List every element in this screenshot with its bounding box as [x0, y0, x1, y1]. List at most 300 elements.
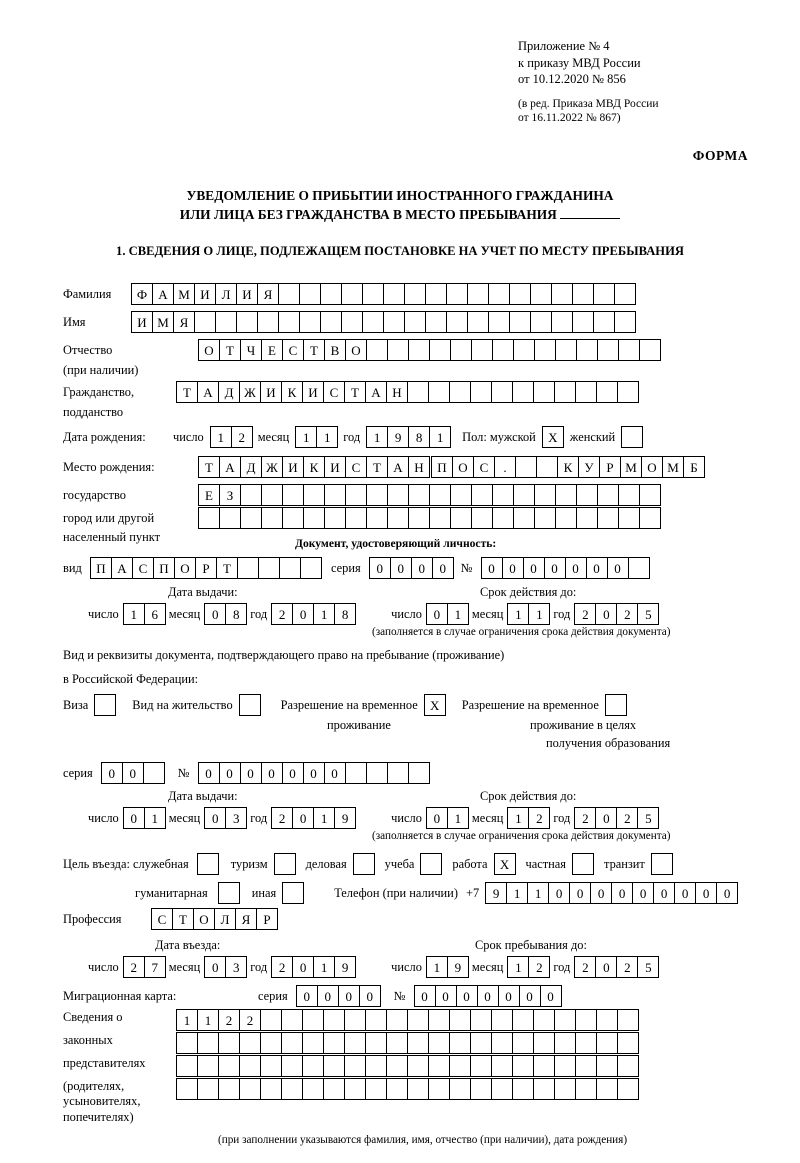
char-cell[interactable] [344, 1009, 366, 1031]
char-cell[interactable]: 1 [426, 956, 448, 978]
char-cell[interactable] [278, 283, 300, 305]
char-cell[interactable]: 0 [519, 985, 541, 1007]
char-cell[interactable] [260, 1032, 282, 1054]
issue-year-input[interactable] [271, 603, 355, 625]
patronymic-input[interactable] [198, 339, 660, 361]
char-cell[interactable] [428, 381, 450, 403]
valid-year-input[interactable] [574, 603, 658, 625]
char-cell[interactable]: 0 [240, 762, 262, 784]
char-cell[interactable]: Т [219, 339, 241, 361]
char-cell[interactable] [345, 507, 367, 529]
char-cell[interactable]: 2 [218, 1009, 240, 1031]
char-cell[interactable] [320, 283, 342, 305]
char-cell[interactable] [576, 339, 598, 361]
char-cell[interactable] [575, 1009, 597, 1031]
char-cell[interactable]: 0 [123, 807, 145, 829]
citizenship-input[interactable] [176, 381, 638, 403]
char-cell[interactable]: 0 [296, 985, 318, 1007]
char-cell[interactable] [491, 1009, 513, 1031]
char-cell[interactable] [219, 507, 241, 529]
char-cell[interactable]: 2 [528, 807, 550, 829]
birth-day-input[interactable] [210, 426, 252, 448]
char-cell[interactable]: И [302, 381, 324, 403]
char-cell[interactable]: 2 [123, 956, 145, 978]
char-cell[interactable] [258, 557, 280, 579]
char-cell[interactable]: 0 [653, 882, 675, 904]
char-cell[interactable] [408, 762, 430, 784]
doc-kind-input[interactable] [90, 557, 321, 579]
char-cell[interactable] [341, 283, 363, 305]
char-cell[interactable]: 1 [210, 426, 232, 448]
char-cell[interactable]: 9 [334, 956, 356, 978]
char-cell[interactable]: 0 [282, 762, 304, 784]
char-cell[interactable]: 8 [408, 426, 430, 448]
legal-rep-input-2[interactable] [176, 1032, 638, 1054]
char-cell[interactable]: 2 [574, 807, 596, 829]
char-cell[interactable] [218, 882, 240, 904]
char-cell[interactable]: С [323, 381, 345, 403]
char-cell[interactable] [240, 507, 262, 529]
char-cell[interactable]: Р [195, 557, 217, 579]
char-cell[interactable]: 0 [611, 882, 633, 904]
stay-series-input[interactable] [101, 762, 164, 784]
char-cell[interactable]: 0 [544, 557, 566, 579]
char-cell[interactable] [387, 339, 409, 361]
char-cell[interactable] [300, 557, 322, 579]
stay-valid-month-input[interactable] [507, 807, 549, 829]
char-cell[interactable] [281, 1032, 303, 1054]
char-cell[interactable] [596, 1032, 618, 1054]
char-cell[interactable] [408, 339, 430, 361]
char-cell[interactable] [383, 311, 405, 333]
char-cell[interactable]: Е [261, 339, 283, 361]
char-cell[interactable] [387, 484, 409, 506]
char-cell[interactable]: И [324, 456, 346, 478]
char-cell[interactable] [281, 1055, 303, 1077]
char-cell[interactable]: 1 [313, 603, 335, 625]
char-cell[interactable] [281, 1009, 303, 1031]
char-cell[interactable] [533, 1032, 555, 1054]
char-cell[interactable]: Ф [131, 283, 153, 305]
char-cell[interactable]: О [641, 456, 663, 478]
char-cell[interactable] [605, 694, 627, 716]
edu-residence-checkbox[interactable] [605, 694, 627, 716]
char-cell[interactable] [450, 507, 472, 529]
char-cell[interactable] [323, 1032, 345, 1054]
char-cell[interactable]: 0 [426, 603, 448, 625]
char-cell[interactable]: А [111, 557, 133, 579]
char-cell[interactable]: 0 [426, 807, 448, 829]
char-cell[interactable]: 1 [176, 1009, 198, 1031]
stay-number-input[interactable] [198, 762, 429, 784]
char-cell[interactable] [236, 311, 258, 333]
char-cell[interactable] [534, 507, 556, 529]
entry-year-input[interactable] [271, 956, 355, 978]
char-cell[interactable] [324, 507, 346, 529]
char-cell[interactable]: 0 [219, 762, 241, 784]
char-cell[interactable] [362, 283, 384, 305]
mc-number-input[interactable] [414, 985, 561, 1007]
char-cell[interactable]: X [542, 426, 564, 448]
char-cell[interactable] [488, 311, 510, 333]
char-cell[interactable]: 2 [574, 603, 596, 625]
char-cell[interactable]: Е [198, 484, 220, 506]
char-cell[interactable]: 0 [414, 985, 436, 1007]
char-cell[interactable]: С [151, 908, 173, 930]
char-cell[interactable] [551, 311, 573, 333]
char-cell[interactable] [628, 557, 650, 579]
char-cell[interactable] [596, 1078, 618, 1100]
char-cell[interactable] [617, 1032, 639, 1054]
char-cell[interactable]: 1 [447, 807, 469, 829]
char-cell[interactable]: 0 [204, 956, 226, 978]
char-cell[interactable]: X [424, 694, 446, 716]
char-cell[interactable] [257, 311, 279, 333]
char-cell[interactable] [344, 1055, 366, 1077]
char-cell[interactable]: 0 [204, 603, 226, 625]
char-cell[interactable]: 2 [616, 956, 638, 978]
char-cell[interactable] [446, 311, 468, 333]
entry-day-input[interactable] [123, 956, 165, 978]
char-cell[interactable] [449, 1055, 471, 1077]
char-cell[interactable] [555, 339, 577, 361]
char-cell[interactable] [303, 507, 325, 529]
char-cell[interactable] [554, 1078, 576, 1100]
char-cell[interactable]: 0 [716, 882, 738, 904]
char-cell[interactable] [302, 1055, 324, 1077]
char-cell[interactable] [555, 484, 577, 506]
char-cell[interactable] [320, 311, 342, 333]
residence-permit-checkbox[interactable] [239, 694, 261, 716]
temp-residence-checkbox[interactable] [424, 694, 446, 716]
char-cell[interactable] [365, 1078, 387, 1100]
char-cell[interactable] [365, 1009, 387, 1031]
char-cell[interactable] [554, 381, 576, 403]
char-cell[interactable] [302, 1032, 324, 1054]
char-cell[interactable]: У [578, 456, 600, 478]
char-cell[interactable] [345, 762, 367, 784]
char-cell[interactable] [345, 484, 367, 506]
char-cell[interactable] [428, 1032, 450, 1054]
char-cell[interactable]: 0 [477, 985, 499, 1007]
char-cell[interactable] [512, 1009, 534, 1031]
char-cell[interactable] [617, 1078, 639, 1100]
char-cell[interactable]: О [452, 456, 474, 478]
char-cell[interactable]: П [90, 557, 112, 579]
char-cell[interactable] [512, 381, 534, 403]
char-cell[interactable] [471, 484, 493, 506]
char-cell[interactable]: К [303, 456, 325, 478]
char-cell[interactable]: К [557, 456, 579, 478]
char-cell[interactable]: 0 [595, 807, 617, 829]
birth-city-input-line1[interactable] [431, 456, 704, 478]
char-cell[interactable] [407, 381, 429, 403]
char-cell[interactable]: 0 [523, 557, 545, 579]
char-cell[interactable] [239, 694, 261, 716]
char-cell[interactable]: 0 [695, 882, 717, 904]
char-cell[interactable] [197, 1055, 219, 1077]
char-cell[interactable] [449, 1032, 471, 1054]
char-cell[interactable]: Л [214, 908, 236, 930]
char-cell[interactable]: 0 [502, 557, 524, 579]
char-cell[interactable]: X [494, 853, 516, 875]
char-cell[interactable]: 1 [527, 882, 549, 904]
char-cell[interactable]: 7 [144, 956, 166, 978]
char-cell[interactable] [408, 507, 430, 529]
char-cell[interactable] [240, 484, 262, 506]
char-cell[interactable]: 1 [447, 603, 469, 625]
stay-end-month-input[interactable] [507, 956, 549, 978]
char-cell[interactable] [597, 507, 619, 529]
char-cell[interactable] [407, 1055, 429, 1077]
char-cell[interactable]: 1 [313, 956, 335, 978]
char-cell[interactable] [554, 1032, 576, 1054]
char-cell[interactable] [450, 484, 472, 506]
char-cell[interactable] [492, 507, 514, 529]
char-cell[interactable]: 0 [674, 882, 696, 904]
char-cell[interactable] [614, 311, 636, 333]
char-cell[interactable]: К [281, 381, 303, 403]
char-cell[interactable]: 2 [574, 956, 596, 978]
char-cell[interactable] [366, 339, 388, 361]
char-cell[interactable] [176, 1032, 198, 1054]
char-cell[interactable]: 0 [632, 882, 654, 904]
char-cell[interactable] [576, 484, 598, 506]
char-cell[interactable] [572, 853, 594, 875]
char-cell[interactable]: М [620, 456, 642, 478]
char-cell[interactable]: 1 [197, 1009, 219, 1031]
char-cell[interactable]: И [236, 283, 258, 305]
char-cell[interactable]: . [494, 456, 516, 478]
char-cell[interactable]: М [662, 456, 684, 478]
char-cell[interactable] [639, 507, 661, 529]
char-cell[interactable]: 1 [123, 603, 145, 625]
char-cell[interactable]: Д [240, 456, 262, 478]
char-cell[interactable] [386, 1009, 408, 1031]
legal-rep-input-4[interactable] [176, 1078, 638, 1100]
char-cell[interactable] [618, 484, 640, 506]
char-cell[interactable] [555, 507, 577, 529]
char-cell[interactable]: 0 [369, 557, 391, 579]
char-cell[interactable] [618, 339, 640, 361]
char-cell[interactable]: 1 [295, 426, 317, 448]
char-cell[interactable] [260, 1009, 282, 1031]
purpose-service-checkbox[interactable] [197, 853, 219, 875]
char-cell[interactable]: 8 [334, 603, 356, 625]
char-cell[interactable] [509, 311, 531, 333]
char-cell[interactable] [299, 283, 321, 305]
char-cell[interactable] [596, 1055, 618, 1077]
char-cell[interactable]: Л [215, 283, 237, 305]
char-cell[interactable] [639, 339, 661, 361]
char-cell[interactable]: 0 [303, 762, 325, 784]
char-cell[interactable] [344, 1078, 366, 1100]
char-cell[interactable] [593, 311, 615, 333]
char-cell[interactable] [428, 1009, 450, 1031]
char-cell[interactable] [261, 484, 283, 506]
char-cell[interactable] [534, 339, 556, 361]
char-cell[interactable] [621, 426, 643, 448]
char-cell[interactable]: 3 [225, 956, 247, 978]
char-cell[interactable] [278, 311, 300, 333]
char-cell[interactable]: 1 [316, 426, 338, 448]
char-cell[interactable] [449, 1009, 471, 1031]
char-cell[interactable] [491, 1032, 513, 1054]
char-cell[interactable] [239, 1055, 261, 1077]
char-cell[interactable] [404, 283, 426, 305]
purpose-transit-checkbox[interactable] [651, 853, 673, 875]
stay-valid-day-input[interactable] [426, 807, 468, 829]
char-cell[interactable] [366, 762, 388, 784]
char-cell[interactable] [274, 853, 296, 875]
doc-series-input[interactable] [369, 557, 453, 579]
purpose-private-checkbox[interactable] [572, 853, 594, 875]
char-cell[interactable]: С [282, 339, 304, 361]
char-cell[interactable]: 9 [485, 882, 507, 904]
entry-month-input[interactable] [204, 956, 246, 978]
char-cell[interactable]: 6 [144, 603, 166, 625]
char-cell[interactable] [492, 339, 514, 361]
char-cell[interactable]: 0 [540, 985, 562, 1007]
char-cell[interactable]: Н [408, 456, 430, 478]
char-cell[interactable] [492, 484, 514, 506]
char-cell[interactable]: 2 [239, 1009, 261, 1031]
char-cell[interactable]: 0 [590, 882, 612, 904]
char-cell[interactable] [408, 484, 430, 506]
char-cell[interactable]: Ж [239, 381, 261, 403]
char-cell[interactable] [353, 853, 375, 875]
doc-number-input[interactable] [481, 557, 649, 579]
char-cell[interactable]: А [387, 456, 409, 478]
char-cell[interactable]: Р [599, 456, 621, 478]
char-cell[interactable]: 0 [204, 807, 226, 829]
birth-city-input-line2[interactable] [198, 484, 660, 506]
char-cell[interactable] [197, 853, 219, 875]
char-cell[interactable] [617, 1009, 639, 1031]
char-cell[interactable] [533, 1055, 555, 1077]
char-cell[interactable] [533, 1078, 555, 1100]
char-cell[interactable] [198, 507, 220, 529]
char-cell[interactable]: Т [216, 557, 238, 579]
char-cell[interactable] [575, 1078, 597, 1100]
char-cell[interactable] [279, 557, 301, 579]
char-cell[interactable] [449, 1078, 471, 1100]
char-cell[interactable]: Т [176, 381, 198, 403]
char-cell[interactable] [470, 381, 492, 403]
char-cell[interactable]: О [174, 557, 196, 579]
char-cell[interactable] [420, 853, 442, 875]
char-cell[interactable] [533, 1009, 555, 1031]
char-cell[interactable] [596, 381, 618, 403]
char-cell[interactable]: 0 [607, 557, 629, 579]
char-cell[interactable] [554, 1055, 576, 1077]
char-cell[interactable]: М [152, 311, 174, 333]
char-cell[interactable] [617, 381, 639, 403]
name-input[interactable] [131, 311, 635, 333]
char-cell[interactable]: 0 [292, 956, 314, 978]
char-cell[interactable]: 0 [595, 956, 617, 978]
char-cell[interactable] [471, 507, 493, 529]
char-cell[interactable] [344, 1032, 366, 1054]
purpose-tourism-checkbox[interactable] [274, 853, 296, 875]
char-cell[interactable]: З [219, 484, 241, 506]
char-cell[interactable] [176, 1078, 198, 1100]
char-cell[interactable]: Я [257, 283, 279, 305]
char-cell[interactable] [302, 1078, 324, 1100]
char-cell[interactable] [618, 507, 640, 529]
char-cell[interactable]: 0 [411, 557, 433, 579]
char-cell[interactable]: 2 [528, 956, 550, 978]
char-cell[interactable] [513, 484, 535, 506]
char-cell[interactable]: О [345, 339, 367, 361]
char-cell[interactable] [261, 507, 283, 529]
char-cell[interactable] [651, 853, 673, 875]
char-cell[interactable]: 1 [366, 426, 388, 448]
char-cell[interactable] [341, 311, 363, 333]
char-cell[interactable] [572, 283, 594, 305]
char-cell[interactable]: 0 [569, 882, 591, 904]
char-cell[interactable] [639, 484, 661, 506]
char-cell[interactable] [94, 694, 116, 716]
char-cell[interactable]: И [131, 311, 153, 333]
char-cell[interactable] [536, 456, 558, 478]
surname-input[interactable] [131, 283, 635, 305]
char-cell[interactable] [387, 507, 409, 529]
char-cell[interactable]: 1 [313, 807, 335, 829]
char-cell[interactable] [512, 1078, 534, 1100]
mc-series-input[interactable] [296, 985, 380, 1007]
char-cell[interactable] [491, 1055, 513, 1077]
char-cell[interactable]: 2 [271, 603, 293, 625]
char-cell[interactable] [366, 507, 388, 529]
char-cell[interactable]: Т [366, 456, 388, 478]
char-cell[interactable] [176, 1055, 198, 1077]
char-cell[interactable] [282, 484, 304, 506]
char-cell[interactable]: 0 [498, 985, 520, 1007]
birth-year-input[interactable] [366, 426, 450, 448]
char-cell[interactable]: 3 [225, 807, 247, 829]
char-cell[interactable]: 5 [637, 603, 659, 625]
char-cell[interactable] [575, 1055, 597, 1077]
char-cell[interactable]: Т [172, 908, 194, 930]
char-cell[interactable]: Т [303, 339, 325, 361]
char-cell[interactable]: 8 [225, 603, 247, 625]
char-cell[interactable]: И [260, 381, 282, 403]
char-cell[interactable]: Д [218, 381, 240, 403]
char-cell[interactable] [302, 1009, 324, 1031]
char-cell[interactable] [429, 484, 451, 506]
legal-rep-input-1[interactable] [176, 1009, 638, 1031]
char-cell[interactable] [450, 339, 472, 361]
char-cell[interactable]: 1 [507, 603, 529, 625]
char-cell[interactable]: А [219, 456, 241, 478]
char-cell[interactable] [596, 1009, 618, 1031]
char-cell[interactable] [515, 456, 537, 478]
char-cell[interactable] [512, 1055, 534, 1077]
char-cell[interactable]: М [173, 283, 195, 305]
char-cell[interactable] [303, 484, 325, 506]
char-cell[interactable]: 1 [506, 882, 528, 904]
char-cell[interactable]: А [152, 283, 174, 305]
char-cell[interactable]: 0 [548, 882, 570, 904]
char-cell[interactable] [197, 1078, 219, 1100]
char-cell[interactable] [425, 311, 447, 333]
stay-end-day-input[interactable] [426, 956, 468, 978]
char-cell[interactable]: 0 [435, 985, 457, 1007]
char-cell[interactable] [218, 1055, 240, 1077]
char-cell[interactable] [323, 1078, 345, 1100]
char-cell[interactable] [617, 1055, 639, 1077]
